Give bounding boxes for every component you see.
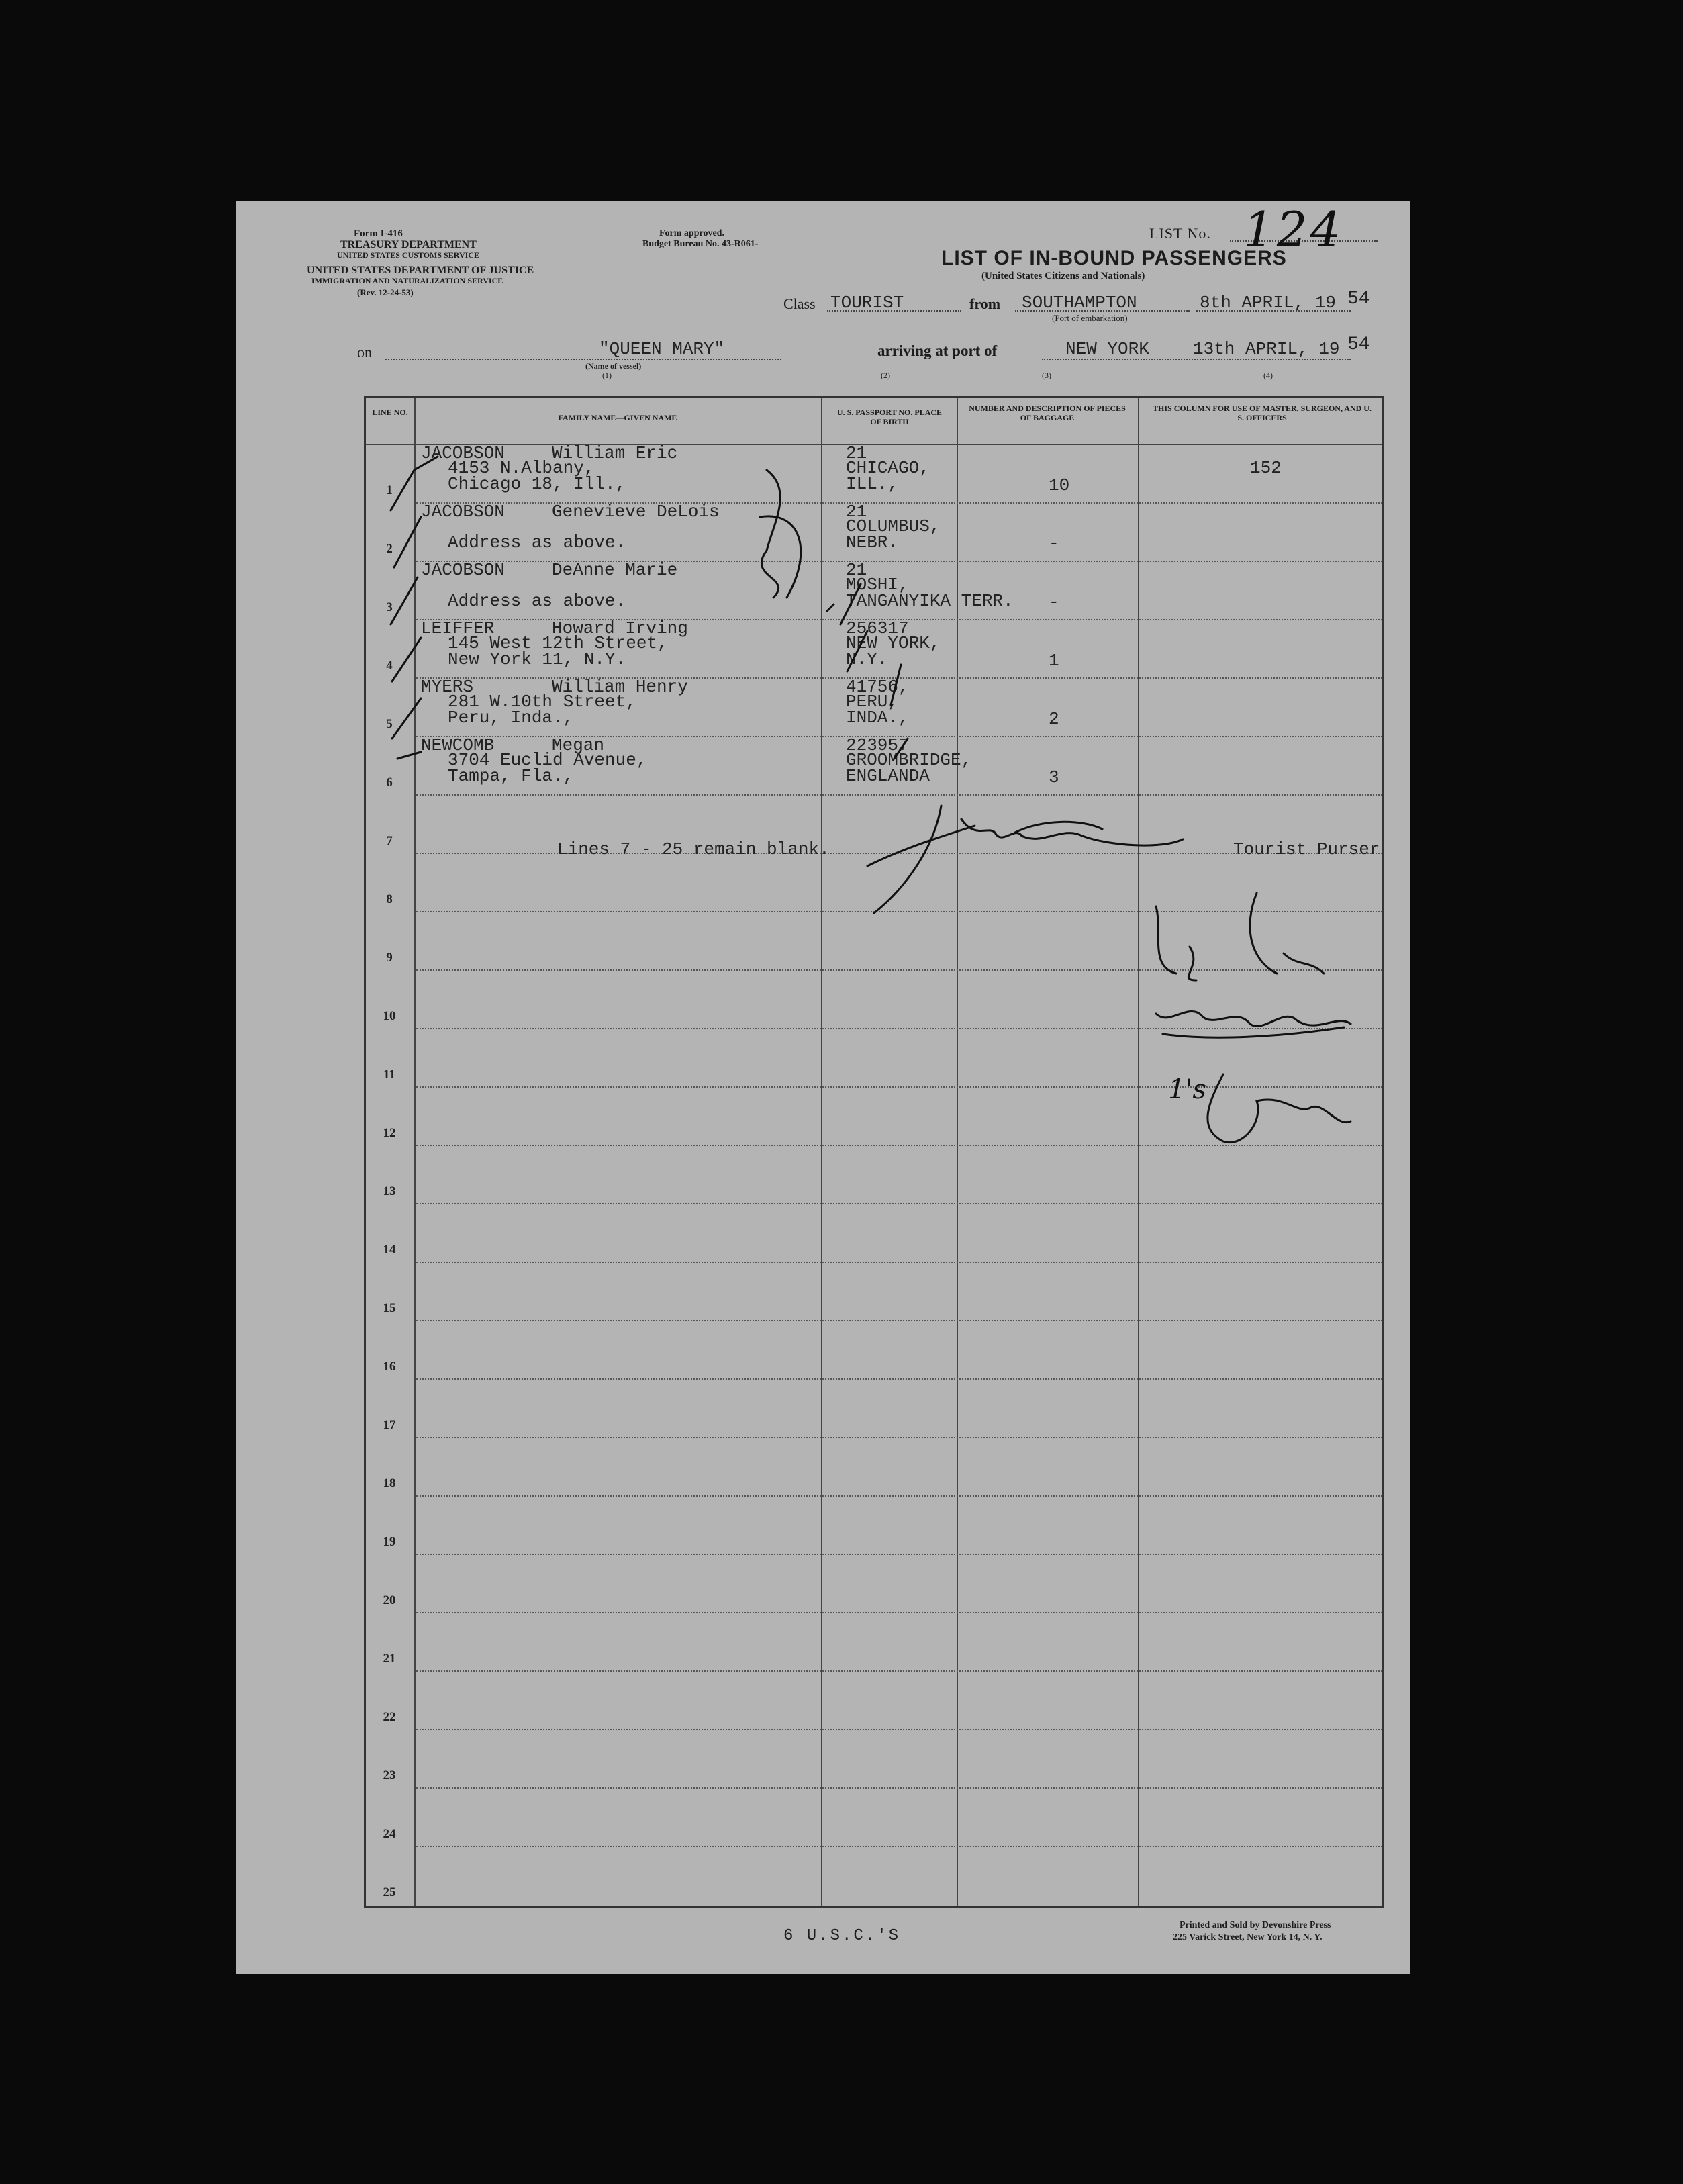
birth-place-2: TANGANYIKA TERR. bbox=[846, 591, 1014, 611]
line-number: 6 bbox=[386, 775, 393, 790]
class-value: TOURIST bbox=[830, 293, 904, 313]
line-number: 4 bbox=[386, 659, 393, 673]
birth-place-1: PERU, bbox=[846, 692, 899, 712]
passenger-address-2: Address as above. bbox=[448, 591, 626, 611]
passenger-address-1: 145 West 12th Street, bbox=[448, 633, 668, 653]
line-number: 21 bbox=[383, 1652, 396, 1666]
line-number: 8 bbox=[386, 892, 393, 906]
check-mark bbox=[391, 457, 438, 510]
budget-bureau: Budget Bureau No. 43-R061- bbox=[642, 239, 759, 249]
line-number: 17 bbox=[383, 1418, 396, 1432]
passenger-given-name: DeAnne Marie bbox=[552, 560, 678, 580]
birth-place-1: GROOMBRIDGE, bbox=[846, 750, 972, 770]
line-number: 18 bbox=[383, 1476, 396, 1490]
form-subtitle: (United States Citizens and Nationals) bbox=[981, 271, 1145, 281]
passenger-family-name: MYERS bbox=[421, 677, 474, 697]
baggage-count: 10 bbox=[1049, 475, 1070, 495]
purser-title: Tourist Purser bbox=[1233, 839, 1380, 859]
passenger-family-name: NEWCOMB bbox=[421, 735, 495, 755]
passenger-address-1: 3704 Euclid Avenue, bbox=[448, 750, 647, 770]
line-number: 24 bbox=[383, 1827, 396, 1841]
passport-number: 256317 bbox=[846, 618, 909, 638]
line-number: 2 bbox=[386, 542, 393, 556]
check-mark bbox=[392, 638, 421, 681]
passenger-given-name: Genevieve DeLois bbox=[552, 502, 720, 522]
departure-year: 54 bbox=[1347, 289, 1370, 310]
line-number: 1 bbox=[386, 483, 393, 497]
baggage-count: 1 bbox=[1049, 651, 1059, 671]
form-approved: Form approved. bbox=[659, 228, 724, 238]
birth-place-2: ENGLANDA bbox=[846, 766, 930, 786]
passport-number: 21 bbox=[846, 560, 867, 580]
cap-2: (2) bbox=[881, 371, 890, 380]
header-passport: U. S. PASSPORT NO. PLACE OF BIRTH bbox=[836, 408, 943, 426]
check-mark bbox=[391, 577, 418, 624]
passenger-family-name: JACOBSON bbox=[421, 443, 505, 463]
birth-place-1: MOSHI, bbox=[846, 575, 909, 595]
officer-signature bbox=[1208, 1074, 1351, 1143]
passenger-address-2: Tampa, Fla., bbox=[448, 766, 574, 786]
header-officers: THIS COLUMN FOR USE OF MASTER, SURGEON, AND U. S. OFFICERS bbox=[1153, 403, 1372, 422]
passenger-address-2: Chicago 18, Ill., bbox=[448, 474, 626, 494]
birth-place-2: NEBR. bbox=[846, 532, 899, 553]
passenger-family-name: JACOBSON bbox=[421, 560, 505, 580]
vessel-name: "QUEEN MARY" bbox=[599, 339, 725, 359]
check-mark bbox=[397, 752, 421, 759]
officer-signature bbox=[1156, 893, 1324, 980]
line-number: 15 bbox=[383, 1301, 396, 1315]
initials-mark bbox=[760, 470, 801, 598]
passport-number: 21 bbox=[846, 502, 867, 522]
line-number: 16 bbox=[383, 1360, 396, 1374]
baggage-count: 2 bbox=[1049, 709, 1059, 729]
passenger-given-name: William Eric bbox=[552, 443, 678, 463]
line-number: 19 bbox=[383, 1535, 396, 1549]
baggage-count: 3 bbox=[1049, 767, 1059, 788]
port-of-arrival: NEW YORK bbox=[1065, 339, 1149, 359]
departure-date: 8th APRIL, 19 bbox=[1200, 293, 1336, 313]
birth-place-1: NEW YORK, bbox=[846, 633, 941, 653]
line-number: 20 bbox=[383, 1593, 396, 1607]
birth-place-2: N.Y. bbox=[846, 649, 888, 669]
treasury-dept: TREASURY DEPARTMENT bbox=[340, 239, 477, 250]
line-number: 22 bbox=[383, 1710, 396, 1724]
line-number: 11 bbox=[383, 1067, 395, 1082]
arrival-year: 54 bbox=[1347, 334, 1370, 355]
port-of-embarkation: SOUTHAMPTON bbox=[1022, 293, 1137, 313]
baggage-count: - bbox=[1049, 534, 1059, 554]
line-number: 25 bbox=[383, 1885, 396, 1899]
birth-place-2: INDA., bbox=[846, 708, 909, 728]
form-title: LIST OF IN-BOUND PASSENGERS bbox=[941, 247, 1287, 269]
ins-service: IMMIGRATION AND NATURALIZATION SERVICE bbox=[311, 276, 503, 285]
list-number: 124 bbox=[1243, 201, 1344, 258]
passenger-address-2: New York 11, N.Y. bbox=[448, 649, 626, 669]
line-number: 12 bbox=[383, 1126, 396, 1140]
officer-number: 152 bbox=[1250, 458, 1282, 478]
vessel-caption: (Name of vessel) bbox=[585, 361, 642, 371]
printer-line-1: Printed and Sold by Devonshire Press bbox=[1180, 1920, 1331, 1930]
baggage-count: - bbox=[1049, 592, 1059, 612]
passenger-given-name: Megan bbox=[552, 735, 605, 755]
header-baggage: NUMBER AND DESCRIPTION OF PIECES OF BAGGAGE bbox=[969, 403, 1126, 422]
on-label: on bbox=[357, 344, 372, 361]
arriving-label: arriving at port of bbox=[877, 342, 998, 359]
birth-place-1: CHICAGO, bbox=[846, 458, 930, 478]
blank-lines-note: Lines 7 - 25 remain blank. bbox=[557, 839, 830, 859]
birth-place-1: COLUMBUS, bbox=[846, 516, 941, 536]
handwritten-count: 1's bbox=[1168, 1074, 1206, 1105]
handwritten-annotations bbox=[236, 201, 1410, 1974]
birth-place-2: ILL., bbox=[846, 474, 899, 494]
check-mark bbox=[392, 698, 421, 739]
header-name: FAMILY NAME—GIVEN NAME bbox=[558, 413, 677, 422]
officer-signature bbox=[1156, 1011, 1351, 1037]
passenger-address-2: Peru, Inda., bbox=[448, 708, 574, 728]
cap-1: (1) bbox=[602, 371, 612, 380]
line-number: 10 bbox=[383, 1009, 396, 1023]
tick-mark bbox=[827, 584, 908, 759]
passport-number: 223957 bbox=[846, 735, 909, 755]
line-number: 3 bbox=[386, 600, 393, 614]
passport-number: 41756, bbox=[846, 677, 909, 697]
port-embark-caption: (Port of embarkation) bbox=[1052, 313, 1128, 323]
line-number: 9 bbox=[386, 951, 393, 965]
passenger-manifest-form bbox=[236, 201, 1410, 1974]
footer-code: 6 U.S.C.'S bbox=[783, 1927, 901, 1945]
passenger-family-name: JACOBSON bbox=[421, 502, 505, 522]
line-number: 14 bbox=[383, 1243, 396, 1257]
line-number: 23 bbox=[383, 1768, 396, 1783]
justice-dept: UNITED STATES DEPARTMENT OF JUSTICE bbox=[307, 265, 534, 276]
cap-3: (3) bbox=[1042, 371, 1051, 380]
passenger-family-name: LEIFFER bbox=[421, 618, 495, 638]
arrival-date: 13th APRIL, 19 bbox=[1193, 339, 1340, 359]
passenger-given-name: Howard Irving bbox=[552, 618, 688, 638]
check-mark bbox=[394, 517, 421, 567]
customs-service: UNITED STATES CUSTOMS SERVICE bbox=[337, 250, 479, 260]
from-label: from bbox=[969, 295, 1001, 312]
line-number: 13 bbox=[383, 1184, 396, 1198]
purser-signature bbox=[867, 806, 1183, 913]
list-no-label: LIST No. bbox=[1149, 225, 1211, 242]
form-number: Form I-416 bbox=[354, 228, 403, 239]
line-number: 5 bbox=[386, 717, 393, 731]
passenger-address-2: Address as above. bbox=[448, 532, 626, 553]
line-number: 7 bbox=[386, 834, 393, 848]
header-line-no: LINE NO. bbox=[372, 408, 408, 417]
passenger-address-1: 4153 N.Albany, bbox=[448, 458, 595, 478]
class-label: Class bbox=[783, 295, 816, 312]
printer-line-2: 225 Varick Street, New York 14, N. Y. bbox=[1173, 1932, 1323, 1942]
passenger-address-1: 281 W.10th Street, bbox=[448, 692, 636, 712]
cap-4: (4) bbox=[1263, 371, 1273, 380]
passport-number: 21 bbox=[846, 443, 867, 463]
revision-date: (Rev. 12-24-53) bbox=[357, 287, 414, 297]
passenger-given-name: William Henry bbox=[552, 677, 688, 697]
